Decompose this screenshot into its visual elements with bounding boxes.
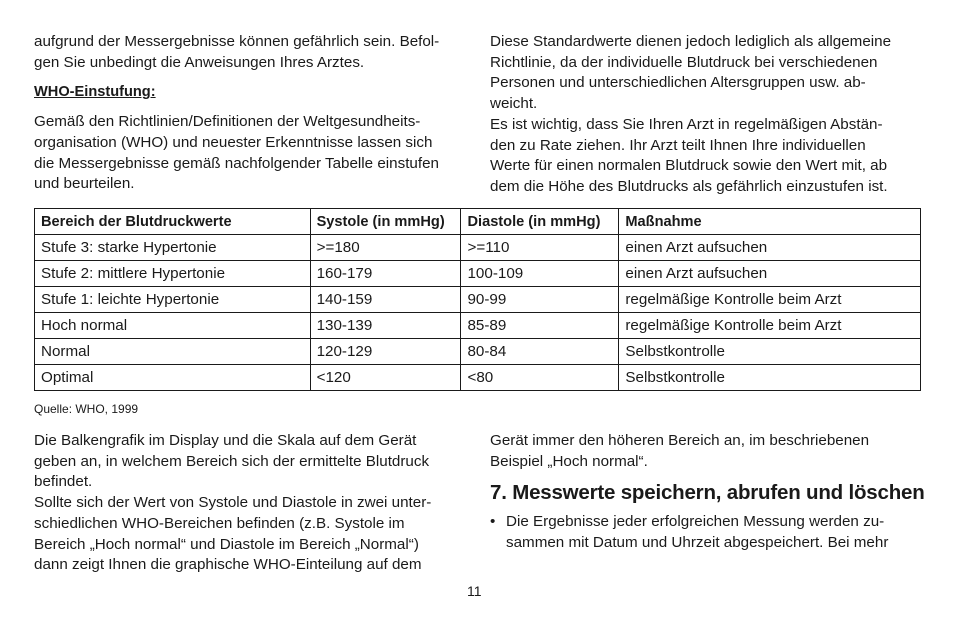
continuation-paragraph (490, 431, 922, 472)
text-line: Diese Standardwerte dienen jedoch lediglich als allgemeine (490, 33, 892, 50)
text-line: Die Ergebnisse jeder erfolgreichen Messung werden zu- (506, 513, 885, 530)
who-heading-text: WHO-Einstufung: (34, 84, 156, 101)
table-cell: Stufe 2: mittlere Hypertonie (35, 261, 311, 287)
table-cell: 120-129 (310, 339, 461, 365)
text-line: sammen mit Datum und Uhrzeit abgespeichert. Bei mehr (506, 533, 889, 551)
text-line: organisation (WHO) und neuester Erkenntnisse lassen sich (34, 133, 433, 151)
table-row (35, 235, 921, 261)
table-cell: <80 (461, 365, 619, 391)
table-cell: 130-139 (310, 313, 461, 339)
bullet-text (506, 512, 888, 553)
column-header: Bereich der Blutdruckwerte (35, 209, 311, 235)
text-line: Gerät immer den höheren Bereich an, im beschriebenen (490, 432, 870, 449)
table-cell: >=180 (310, 235, 461, 261)
who-paragraph (34, 112, 464, 195)
table-header-row (35, 209, 921, 235)
table-cell: 160-179 (310, 261, 461, 287)
section-heading: 7. Messwerte speichern, abrufen und löschen (490, 481, 925, 504)
table-cell: Stufe 3: starke Hypertonie (35, 235, 311, 261)
table-cell: Selbstkontrolle (619, 365, 921, 391)
table-cell: 85-89 (461, 313, 619, 339)
table-cell: Optimal (35, 365, 311, 391)
text-line: weicht. (490, 95, 538, 113)
column-header: Systole (in mmHg) (310, 209, 461, 235)
text-line: den zu Rate ziehen. Ihr Arzt teilt Ihnen Ihre individuellen (490, 136, 866, 154)
table-row (35, 287, 921, 313)
table-row (35, 365, 921, 391)
text-line: Richtlinie, da der individuelle Blutdruck bei verschiedenen (490, 53, 878, 71)
table-cell: Hoch normal (35, 313, 311, 339)
table-cell: 80-84 (461, 339, 619, 365)
table-row (35, 313, 921, 339)
bar-graph-paragraph (34, 431, 464, 576)
text-line: die Messergebnisse gemäß nachfolgender Tabelle einstufen (34, 154, 439, 172)
text-line: Werte für einen normalen Blutdruck sowie den Wert mit, ab (490, 157, 888, 175)
text-line: Die Balkengrafik im Display und die Skala auf dem Gerät (34, 432, 417, 449)
page-number: 11 (467, 583, 482, 599)
text-line: Sollte sich der Wert von Systole und Diastole in zwei unter- (34, 494, 432, 512)
table-cell: Normal (35, 339, 311, 365)
bottom-left-column (34, 431, 464, 576)
table-row (35, 261, 921, 287)
text-line: geben an, in welchem Bereich sich der ermittelte Blutdruck (34, 452, 430, 470)
text-line: Bereich „Hoch normal“ und Diastole im Bereich „Normal“) (34, 535, 419, 553)
text-line: befindet. (34, 473, 93, 491)
bullet-icon: • (490, 513, 496, 530)
text-line: Gemäß den Richtlinien/Definitionen der Weltgesundheits- (34, 113, 421, 131)
who-heading (34, 82, 464, 103)
column-header: Diastole (in mmHg) (461, 209, 619, 235)
table-cell: einen Arzt aufsuchen (619, 261, 921, 287)
top-left-column (34, 32, 464, 195)
table-cell: <120 (310, 365, 461, 391)
bottom-right-column (490, 431, 922, 472)
table-cell: regelmäßige Kontrolle beim Arzt (619, 287, 921, 313)
text-line: dann zeigt Ihnen die graphische WHO-Einteilung auf dem (34, 556, 422, 574)
intro-paragraph (34, 32, 464, 73)
table-cell: regelmäßige Kontrolle beim Arzt (619, 313, 921, 339)
table-cell: 90-99 (461, 287, 619, 313)
top-right-column (490, 32, 922, 198)
text-line: gen Sie unbedingt die Anweisungen Ihres Arztes. (34, 53, 365, 71)
table-cell: Selbstkontrolle (619, 339, 921, 365)
standard-values-paragraph (490, 32, 922, 198)
who-classification-table (34, 208, 921, 391)
table-cell: 100-109 (461, 261, 619, 287)
table-cell: 140-159 (310, 287, 461, 313)
table-cell: Stufe 1: leichte Hypertonie (35, 287, 311, 313)
column-header: Maßnahme (619, 209, 921, 235)
text-line: dem die Höhe des Blutdrucks als gefährlich einzustufen ist. (490, 177, 888, 195)
table-cell: >=110 (461, 235, 619, 261)
text-line: aufgrund der Messergebnisse können gefährlich sein. Befol- (34, 33, 440, 50)
table-cell: einen Arzt aufsuchen (619, 235, 921, 261)
text-line: und beurteilen. (34, 175, 135, 193)
text-line: schiedlichen WHO-Bereichen befinden (z.B. Systole im (34, 514, 405, 532)
text-line: Beispiel „Hoch normal“. (490, 452, 648, 470)
text-line: Personen und unterschiedlichen Altersgruppen usw. ab- (490, 74, 866, 92)
table-row (35, 339, 921, 365)
text-line: Es ist wichtig, dass Sie Ihren Arzt in regelmäßigen Abstän- (490, 115, 883, 133)
table-source-note: Quelle: WHO, 1999 (34, 402, 139, 416)
